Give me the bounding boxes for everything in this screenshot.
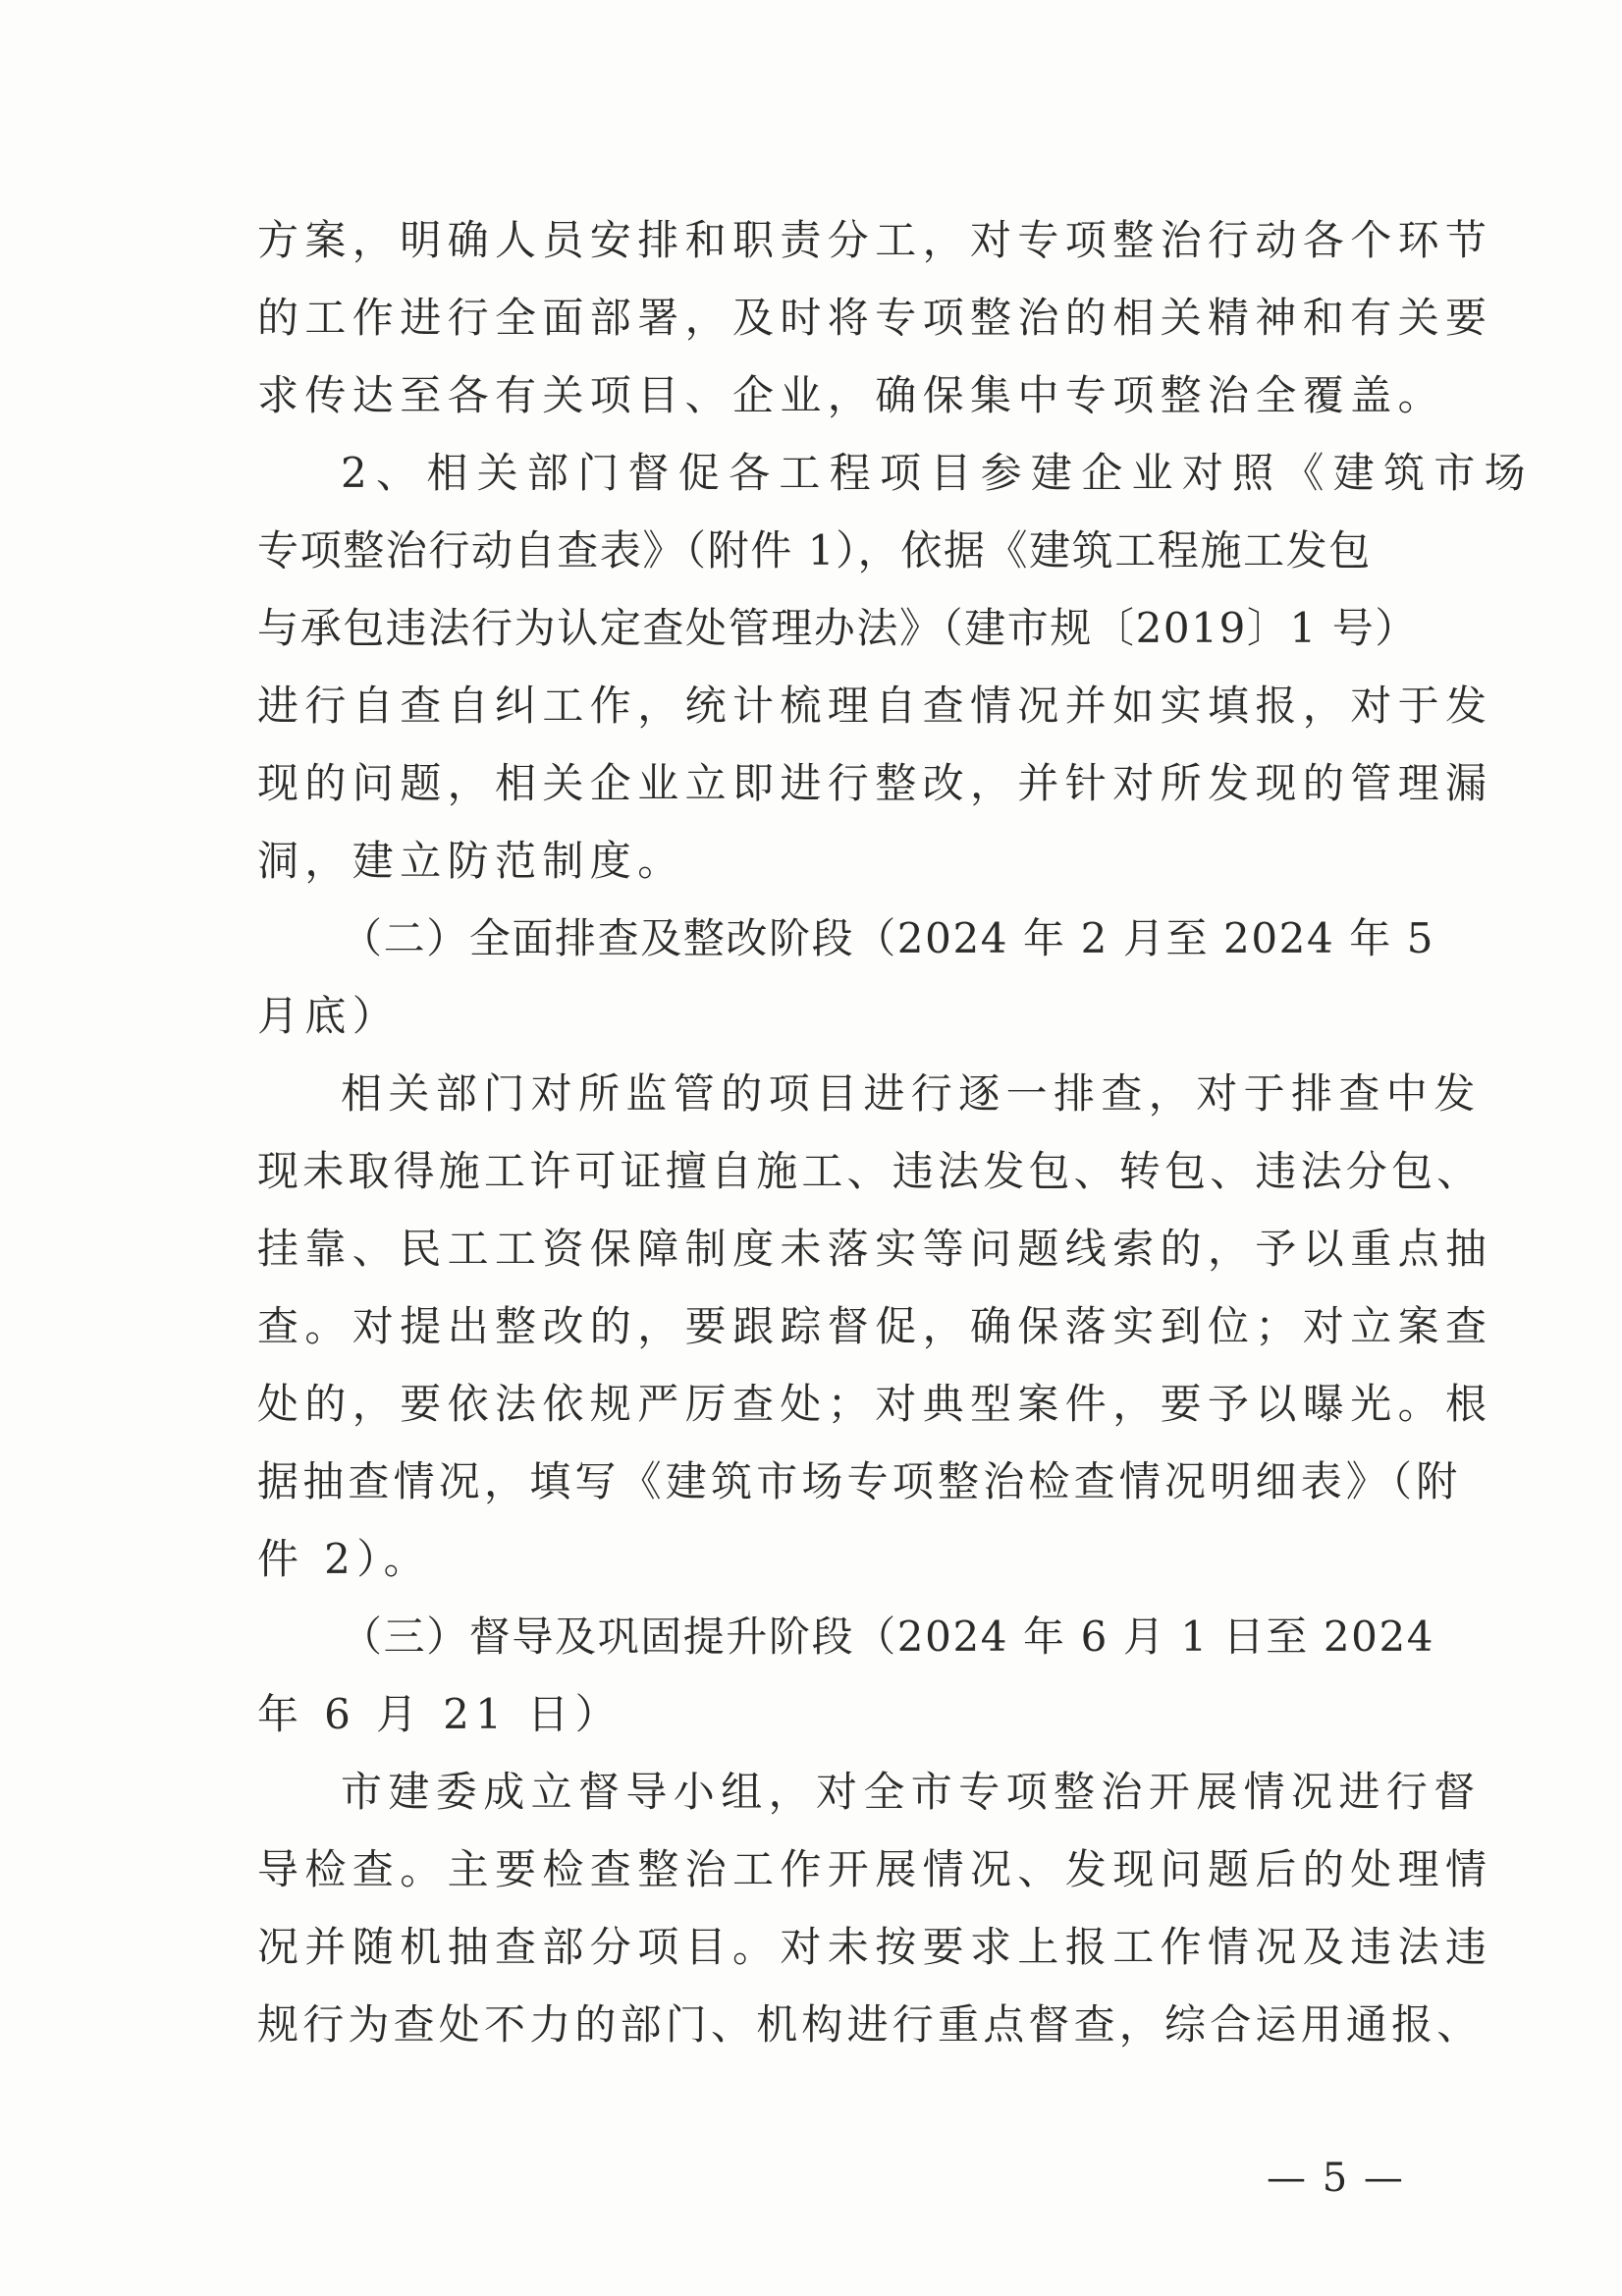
body-text-line: 的工作进行全面部署，及时将专项整治的相关精神和有关要: [257, 294, 1493, 342]
body-text-line: 2、相关部门督促各工程项目参建企业对照《建筑市场: [341, 449, 1535, 497]
body-text-line: 市建委成立督导小组，对全市专项整治开展情况进行督: [341, 1768, 1482, 1816]
body-text-line: 现的问题，相关企业立即进行整改，并针对所发现的管理漏: [257, 759, 1493, 807]
body-text-line: 进行自查自纠工作，统计梳理自查情况并如实填报，对于发: [257, 682, 1493, 730]
body-text-line: 导检查。主要检查整治工作开展情况、发现问题后的处理情: [257, 1845, 1493, 1893]
section-heading: （三）督导及巩固提升阶段（2024 年 6 月 1 日至 2024: [341, 1613, 1435, 1661]
body-text-line: 现未取得施工许可证擅自施工、违法发包、转包、违法分包、: [257, 1147, 1483, 1195]
body-text-line: 查。对提出整改的，要跟踪督促，确保落实到位；对立案查: [257, 1302, 1493, 1350]
body-text-line: 规行为查处不力的部门、机构进行重点督查，综合运用通报、: [257, 2000, 1483, 2049]
body-text-line: 求传达至各有关项目、企业，确保集中专项整治全覆盖。: [257, 371, 1446, 419]
body-text-line: 方案，明确人员安排和职责分工，对专项整治行动各个环节: [257, 216, 1493, 264]
section-heading: 月底）: [257, 992, 401, 1040]
body-text-line: 况并随机抽查部分项目。对未按要求上报工作情况及违法违: [257, 1923, 1493, 1971]
body-text-line: 相关部门对所监管的项目进行逐一排查，对于排查中发: [341, 1069, 1482, 1118]
body-text-line: 处的，要依法依规严厉查处；对典型案件，要予以曝光。根: [257, 1380, 1493, 1428]
body-text-line: 件 2）。: [257, 1535, 432, 1583]
body-text-line: 洞，建立防范制度。: [257, 837, 685, 885]
body-text-line: 与承包违法行为认定查处管理办法》（建市规〔2019〕1 号）: [257, 604, 1418, 652]
section-heading: 年 6 月 21 日）: [257, 1690, 622, 1738]
page-number: — 5 —: [1267, 2156, 1405, 2201]
body-text-line: 专项整治行动自查表》（附件 1），依据《建筑工程施工发包: [257, 526, 1372, 574]
section-heading: （二）全面排查及整改阶段（2024 年 2 月至 2024 年 5: [341, 914, 1435, 962]
body-text-line: 据抽查情况，填写《建筑市场专项整治检查情况明细表》（附: [257, 1457, 1462, 1505]
body-text-line: 挂靠、民工工资保障制度未落实等问题线索的，予以重点抽: [257, 1225, 1493, 1273]
